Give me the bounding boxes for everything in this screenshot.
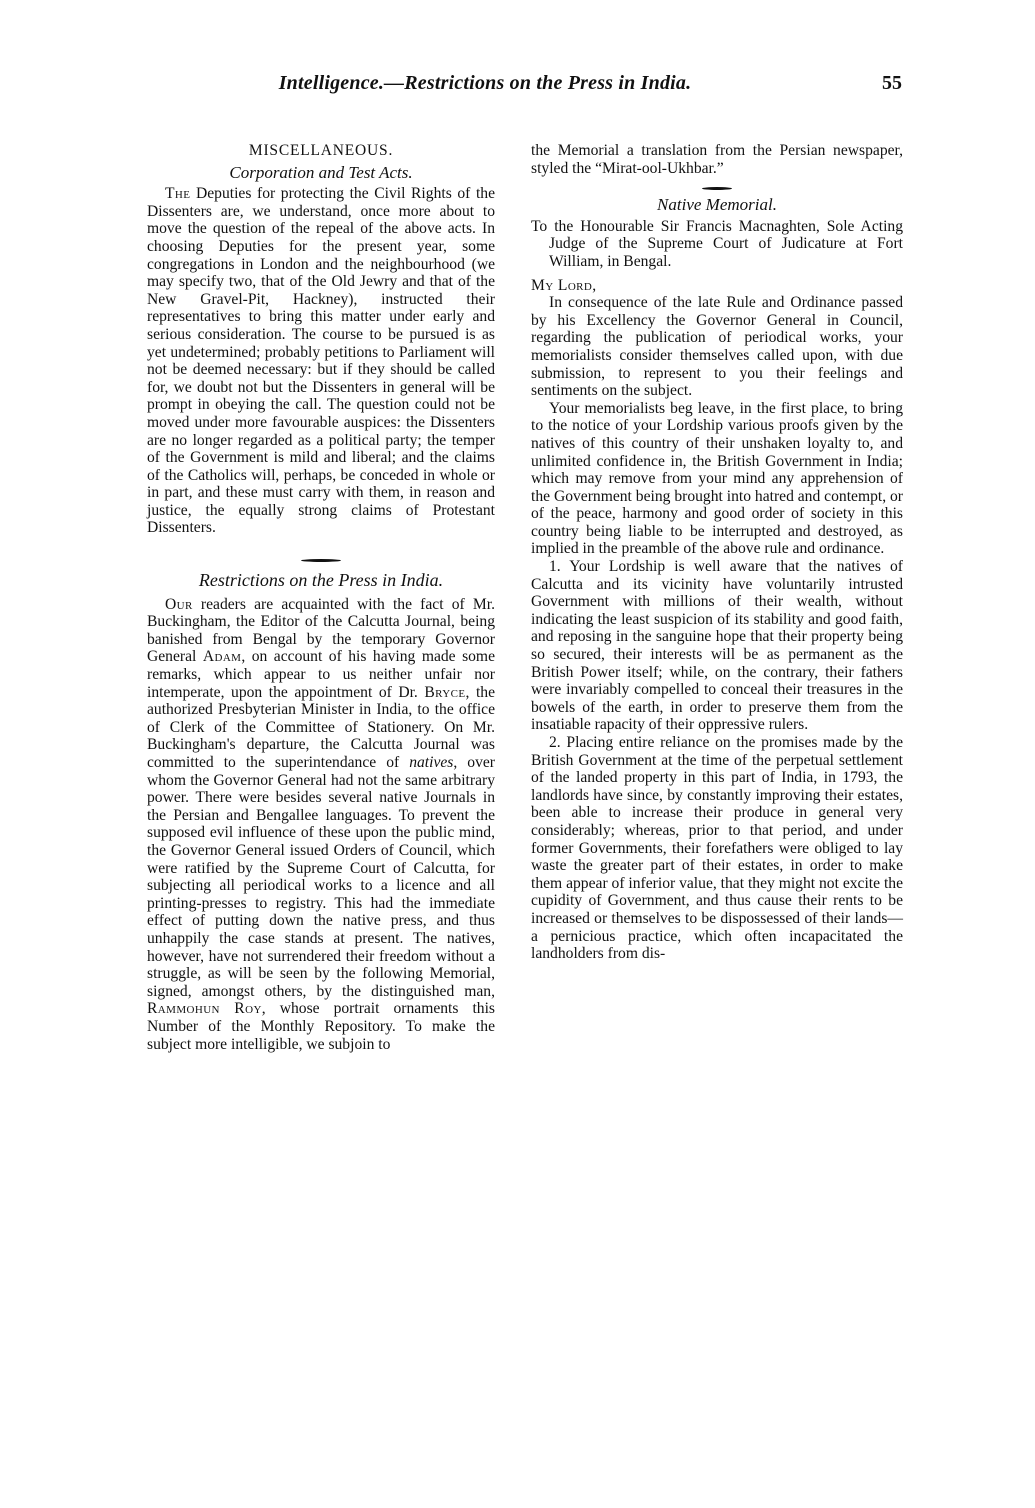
paragraph-text: , on account of his having made some remarks, which appear to us neither unfair nor intemperate, upon the appointment of Dr. xyxy=(147,648,495,701)
right-column xyxy=(531,120,903,963)
paragraph-memorialists: Your memorialists beg leave, in the first place, to bring to the notice of your Lordship various proofs given by the natives of this country of their unshaken loyalty to, and unlimited confidence in, the British Government in India; which may remove from your mind any apprehension of the Government being brought into hatred and contempt, or of the peace, harmony and good order of society in this country being liable to be interrupted and destroyed, as implied in the preamble of the above rule and ordinance. xyxy=(531,399,903,558)
paragraph-point-2: 2. Placing entire reliance on the promises made by the British Government at the time of the perpetual settlement of the landed property in this part of India, in 1793, the landlords have since, by constantly improving their estates, been able to increase their produce in general very considerably; whereas, prior to that period, and under former Governments, their forefathers were obliged to lay waste the greater part of their estates, in order to make them appear of inferior value, that they might not excite the cupidity of Government, and thus cause their rents to be increased or themselves to be dispossessed of their lands—a pernicious practice, which often incapacitated the landholders from dis- xyxy=(531,734,903,963)
subtitle-corporation-test-acts: Corporation and Test Acts. xyxy=(229,162,413,182)
subtitle-native-memorial: Native Memorial. xyxy=(657,195,777,215)
paragraph-text: , over whom the Governor General had not the same arbitrary power. There were besides several native Journals in the Persian and Bengallee languages. To prevent the supposed evil influence of these upon the public mind, the Governor General issued Orders of Council, which were ratified by the Supreme Court of Calcutta, for subjecting all periodical works to a licence and all printing-presses to registry. This had the immediate effect of putting down the native press, and thus unhappily the case stands at present. The natives, however, have not surrendered their freedom without a struggle, as will be seen by the following Memorial, signed, amongst others, by the distinguished man, xyxy=(147,754,495,1000)
section-divider xyxy=(702,187,732,190)
paragraph-text: readers are acquainted with the fact of Mr. Buckingham, the Editor of the Calcutta Journal, being banished from Bengal by the temporary Governor General xyxy=(147,595,495,666)
name-rammohun-roy: Rammohun Roy xyxy=(147,1000,262,1018)
paragraph-text: , whose portrait ornaments this Number of the Monthly Repository. To make the subject more intelligible, we subjoin to xyxy=(147,1000,495,1053)
page-number: 55 xyxy=(882,72,902,94)
lead-word: The xyxy=(165,185,191,203)
paragraph-point-1: 1. Your Lordship is well aware that the natives of Calcutta and its vicinity have voluntarily intrusted Government with millions of their wealth, without indicating the least suspicion of its stability and good faith, and reposing in the sanguine hope that their property being so secured, their interests will be as permanent as the British Power itself; while, on the contrary, their fathers were invariably compelled to conceal their treasures in the bowels of the earth, in order to preserve them from the insatiable rapacity of their oppressive rulers. xyxy=(531,558,903,734)
memorial-address: To the Honourable Sir Francis Macnaghten, Sole Acting Judge of the Supreme Court of Judicature at Fort William, in Bengal. xyxy=(531,217,903,270)
name-bryce: Bryce xyxy=(424,683,466,701)
paragraph-consequence: In consequence of the late Rule and Ordinance passed by his Excellency the Governor General in Council, regarding the publication of periodical works, your memorialists consider themselves called upon, with due submission, to represent to you their feelings and sentiments on the subject. xyxy=(531,294,903,400)
paragraph-text: Deputies for protecting the Civil Rights of the Dissenters are, we understand, once more about to move the question of the repeal of the above acts. In choosing Deputies for the present year, some congregations in London and the neighbourhood (we may specify two, that of the Old Jewry and that of the New Gravel-Pit, Hackney), instructed their representatives to bring this matter under early and serious consideration. The course to be pursued is as yet undetermined; probably petitions to Parliament will not be deemed necessary: but if they should be called for, we doubt not but the Dissenters in general will be prompt in obeying the call. The question could not be moved under more favourable auspices: the Dissenters are no longer regarded as a political party; the temper of the Government is mild and liberal; and the claims of the Catholics will, perhaps, be conceded in whole or in part, and these must carry with them, in reason and justice, the equally strong claims of Protestant Dissenters. xyxy=(147,185,495,537)
section-divider xyxy=(301,559,341,562)
running-head: Intelligence.—Restrictions on the Press in India. xyxy=(278,72,692,94)
continuation-text: the Memorial a translation from the Persian newspaper, styled the “Mirat-ool-Ukhbar.” xyxy=(531,142,903,177)
paragraph-text: , the authorized Presbyterian Minister in India, to the office of Clerk of the Committee of Stationery. On Mr. Buckingham's departure, the Calcutta Journal was committed to the superintendance of xyxy=(147,683,495,771)
paragraph-deputies xyxy=(147,185,495,537)
name-adam: Adam xyxy=(202,648,242,666)
emphasis-natives: natives xyxy=(409,754,454,771)
left-column xyxy=(147,120,495,1053)
paragraph-buckingham xyxy=(147,596,495,1053)
subtitle-restrictions-press: Restrictions on the Press in India. xyxy=(198,570,444,591)
section-title: MISCELLANEOUS. xyxy=(248,142,394,159)
lead-word: Our xyxy=(165,595,193,613)
salutation: My Lord, xyxy=(531,276,597,294)
